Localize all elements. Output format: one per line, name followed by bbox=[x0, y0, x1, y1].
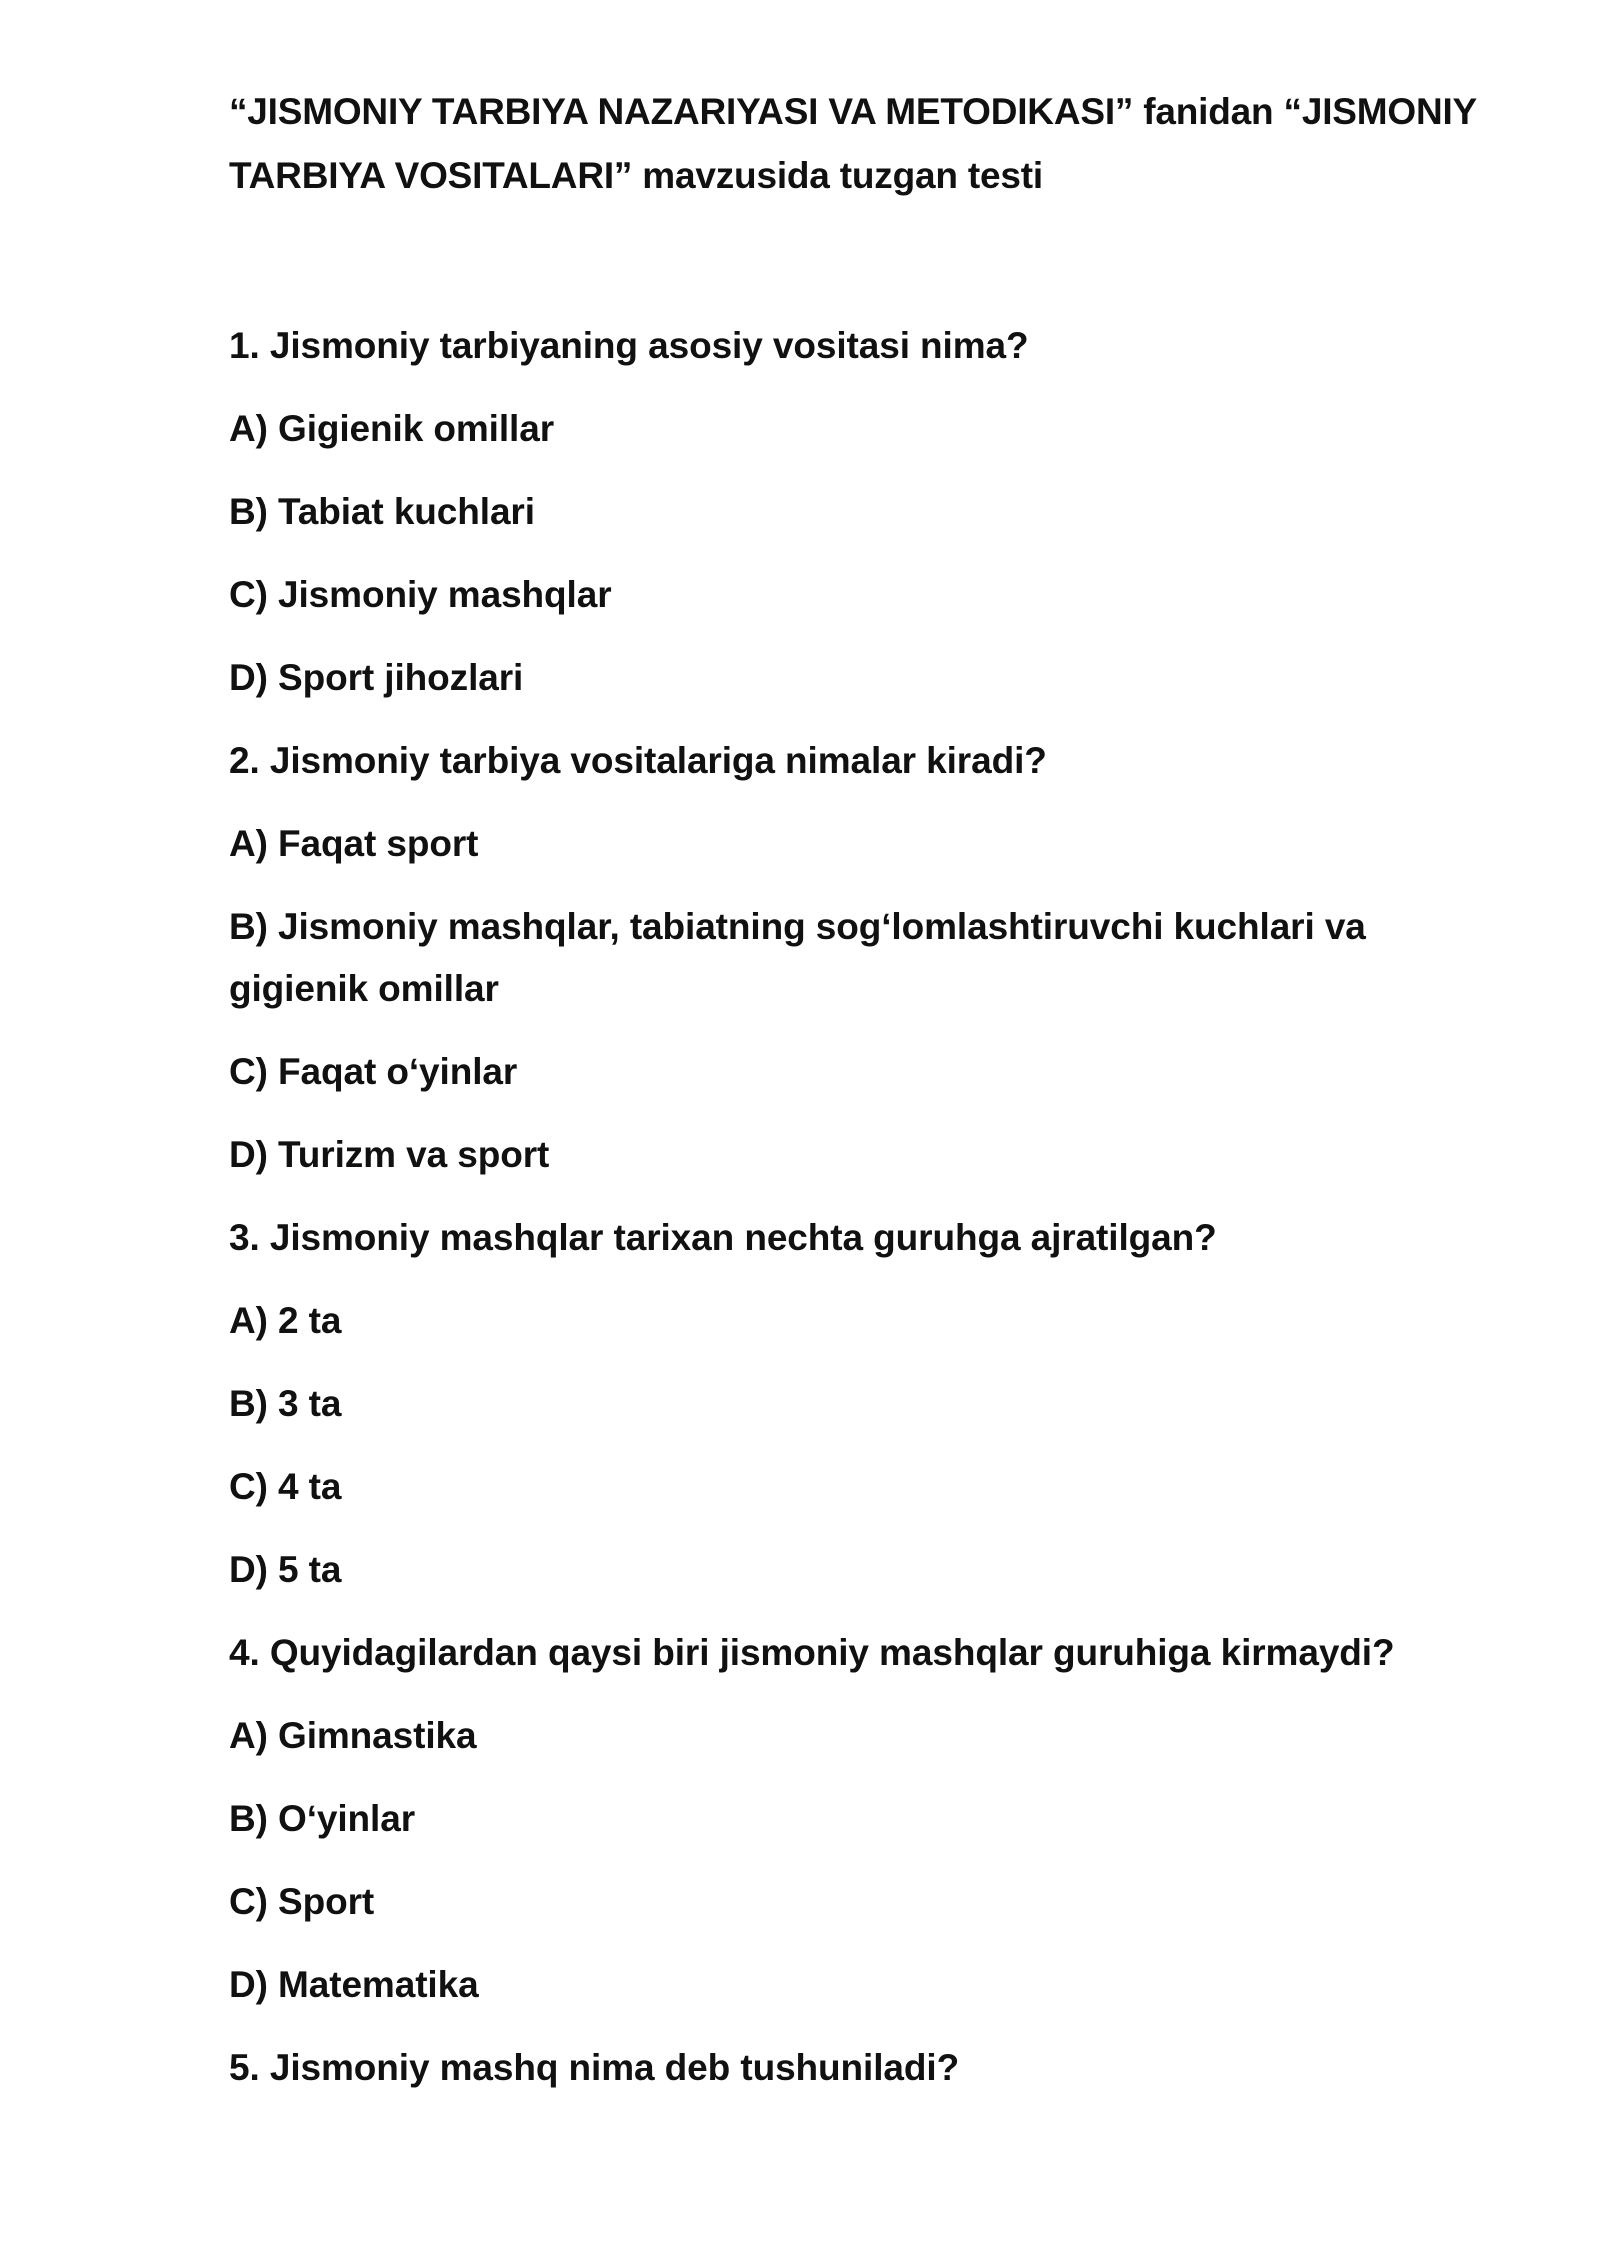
question-2-option-d: D) Turizm va sport bbox=[229, 1134, 550, 1175]
question-1: 1. Jismoniy tarbiyaning asosiy vositasi nima? bbox=[229, 325, 1029, 366]
question-2-option-a: A) Faqat sport bbox=[229, 823, 479, 864]
question-4-option-a: A) Gimnastika bbox=[229, 1715, 477, 1756]
question-3: 3. Jismoniy mashqlar tarixan nechta guruhga ajratilgan? bbox=[229, 1217, 1217, 1258]
question-3-option-a: A) 2 ta bbox=[229, 1300, 342, 1341]
title-spacer bbox=[229, 208, 1509, 315]
question-1-option-a: A) Gigienik omillar bbox=[229, 408, 554, 449]
question-3-option-b: B) 3 ta bbox=[229, 1383, 342, 1424]
question-4-option-d: D) Matematika bbox=[229, 1964, 479, 2005]
question-1-option-b: B) Tabiat kuchlari bbox=[229, 491, 535, 532]
question-1-option-c: C) Jismoniy mashqlar bbox=[229, 574, 612, 615]
question-3-option-d: D) 5 ta bbox=[229, 1549, 342, 1590]
question-4: 4. Quyidagilardan qaysi biri jismoniy mashqlar guruhiga kirmaydi? bbox=[229, 1632, 1395, 1673]
document-page bbox=[229, 80, 1509, 2120]
question-1-option-d: D) Sport jihozlari bbox=[229, 657, 524, 698]
document-title: “JISMONIY TARBIYA NAZARIYASI VA METODIKASI” fanidan “JISMONIY TARBIYA VOSITALARI” mavzusida tuzgan testi bbox=[229, 91, 1477, 196]
question-4-option-c: C) Sport bbox=[229, 1881, 375, 1922]
question-2-option-b: B) Jismoniy mashqlar, tabiatning sog‘lomlashtiruvchi kuchlari va gigienik omillar bbox=[229, 906, 1366, 1009]
question-5: 5. Jismoniy mashq nima deb tushuniladi? bbox=[229, 2047, 960, 2088]
question-2-option-c: C) Faqat o‘yinlar bbox=[229, 1051, 518, 1092]
question-4-option-b: B) O‘yinlar bbox=[229, 1798, 415, 1839]
question-2: 2. Jismoniy tarbiya vositalariga nimalar kiradi? bbox=[229, 740, 1047, 781]
question-3-option-c: C) 4 ta bbox=[229, 1466, 342, 1507]
